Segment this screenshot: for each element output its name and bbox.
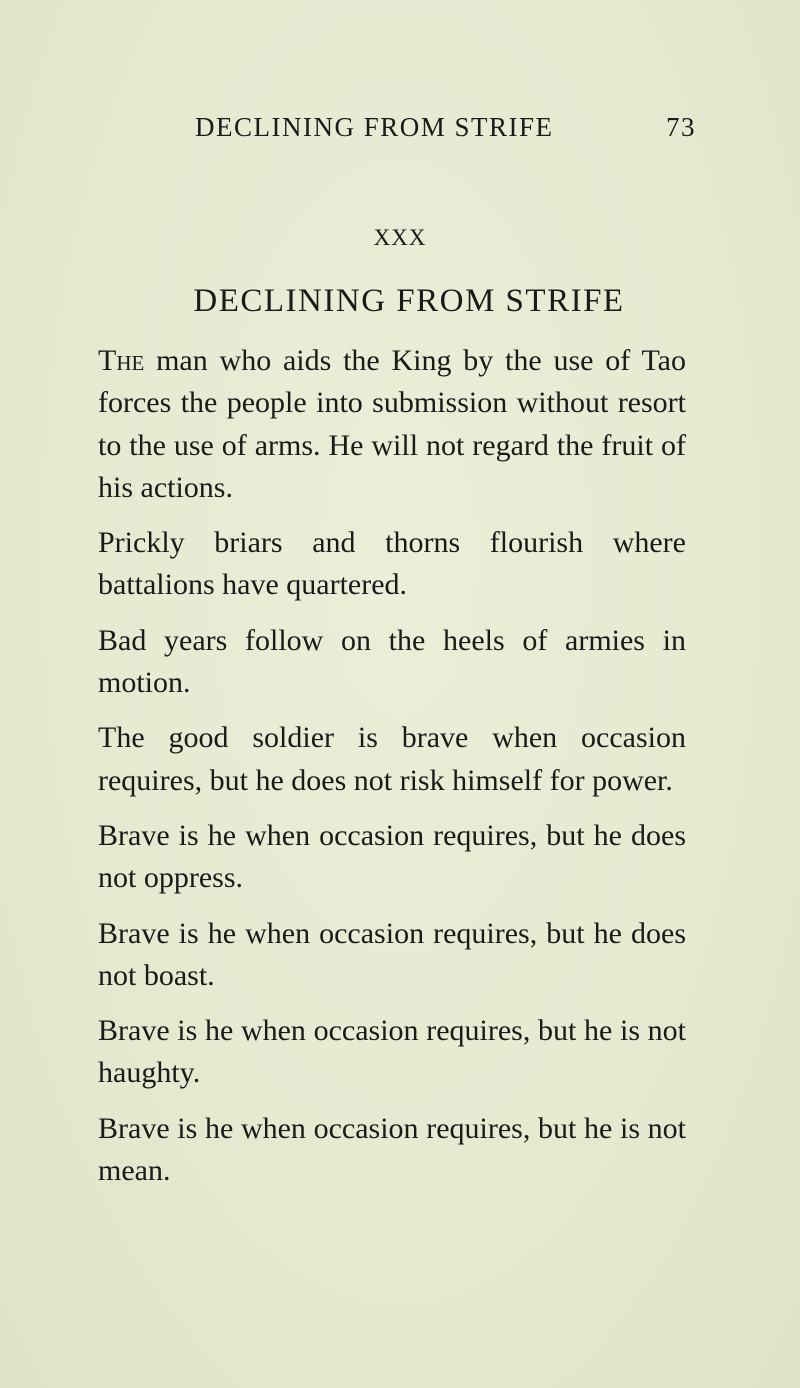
paragraph-text: Brave is he when occasion requires, but he is not haughty.: [98, 1014, 686, 1090]
paragraph: [98, 340, 686, 509]
running-title: DECLINING FROM STRIFE: [195, 112, 554, 142]
paragraph: [98, 620, 686, 705]
paragraph-text: The good soldier is brave when occasion requires, but he does not risk himself for power.: [98, 721, 686, 797]
paragraph: [98, 1108, 686, 1193]
running-head: [0, 112, 800, 152]
paragraph: [98, 522, 686, 607]
paragraph-text: Brave is he when occasion requires, but he does not boast.: [98, 916, 686, 992]
paragraph-lead-word: The: [98, 344, 145, 377]
page-number: 73: [666, 112, 696, 142]
paragraph: [98, 815, 686, 900]
chapter-number: XXX: [373, 225, 427, 250]
paragraph-text: Brave is he when occasion requires, but he is not mean.: [98, 1111, 686, 1188]
paragraph: [98, 913, 686, 998]
chapter-body: [98, 340, 686, 1205]
paragraph-text: Bad years follow on the heels of armies in motion.: [98, 623, 686, 700]
paragraph: [98, 1010, 686, 1095]
paragraph: [98, 717, 686, 802]
paragraph-text: man who aids the King by the use of Tao forces the people into submission without resort to the use of arms. He will not regard the fruit of his actions.: [98, 344, 686, 504]
paragraph-text: Brave is he when occasion requires, but he does not oppress.: [98, 818, 686, 895]
chapter-title: DECLINING FROM STRIFE: [193, 283, 625, 319]
paragraph-text: Prickly briars and thorns flourish where battalions have quartered.: [98, 526, 686, 602]
